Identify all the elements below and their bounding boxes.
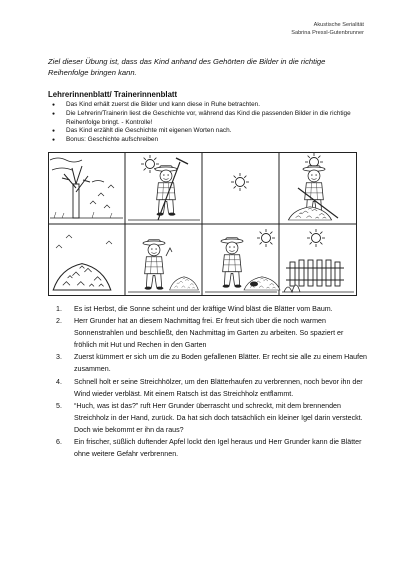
instruction-item: ● Bonus: Geschichte aufschreiben: [52, 136, 352, 145]
story-number: 3.: [56, 353, 62, 362]
story-number: 5.: [56, 401, 62, 410]
instruction-item: ● Das Kind erzählt die Geschichte mit eigenen Worten nach.: [52, 127, 352, 136]
story-item: [56, 351, 368, 375]
story-number: 4.: [56, 377, 62, 386]
section-title: Lehrerinnenblatt/ Trainerinnenblatt: [48, 90, 178, 99]
instruction-list: [52, 101, 352, 145]
story-item: [56, 436, 368, 460]
story-text: “Huch, was ist das?” ruft Herr Grunder überrascht und schreckt, mit dem brennenden Streichholz in der Hand, zurück. Da hat sich doch tatsächlich ein kleiner Igel darin versteckt. Doch wie bekommt er ihn da raus?: [74, 401, 363, 434]
intro-text: Ziel dieser Übung ist, dass das Kind anhand des Gehörten die Bilder in die richtige Reihenfolge bringen kann.: [48, 57, 326, 77]
instruction-item: ● Die Lehrerin/Trainerin liest die Geschichte vor, während das Kind die passenden Bilder in die richtige Reihenfolge bringt. - Kontrolle!: [52, 110, 352, 128]
story-number: 1.: [56, 305, 62, 313]
picture-story-grid: [48, 152, 357, 296]
story-text: Schnell holt er seine Streichhölzer, um den Blätterhaufen zu verbrennen, noch bevor ihn der Wind wieder verbläst. Mit einem Ratsch ist das Streichholz entflammt.: [74, 377, 363, 398]
header-author: Sabrina Pressl-Gutenbrunner: [291, 30, 364, 36]
story-item: [56, 400, 368, 436]
story-number: 6.: [56, 438, 62, 447]
story-number: 2.: [56, 317, 62, 326]
header-title: Akustische Serialität: [313, 22, 364, 28]
story-text: Ein frischer, süßlich duftender Apfel lockt den Igel heraus und Herr Grunder kann die Blätter ohne weitere Gefahr verbrennen.: [74, 438, 362, 459]
story-item: [56, 376, 368, 400]
story-text: Zuerst kümmert er sich um die zu Boden gefallenen Blätter. Er recht sie alle zu einem Haufen zusammen.: [74, 353, 367, 374]
instruction-item: ● Das Kind erhält zuerst die Bilder und kann diese in Ruhe betrachten.: [52, 101, 352, 110]
story-text: Herr Grunder hat an diesem Nachmittag frei. Er freut sich über die noch warmen Sonnenstrahlen und beschließt, den Nachmittag im Garten zu arbeiten. So spaziert er fröhlich mit Hut und Rechen in den Garten: [74, 317, 344, 350]
story-text: Es ist Herbst, die Sonne scheint und der kräftige Wind bläst die Blätter vom Baum.: [74, 305, 333, 313]
story-list: [56, 303, 368, 460]
story-item: [56, 303, 368, 315]
page-header: [291, 21, 364, 37]
story-item: [56, 315, 368, 351]
